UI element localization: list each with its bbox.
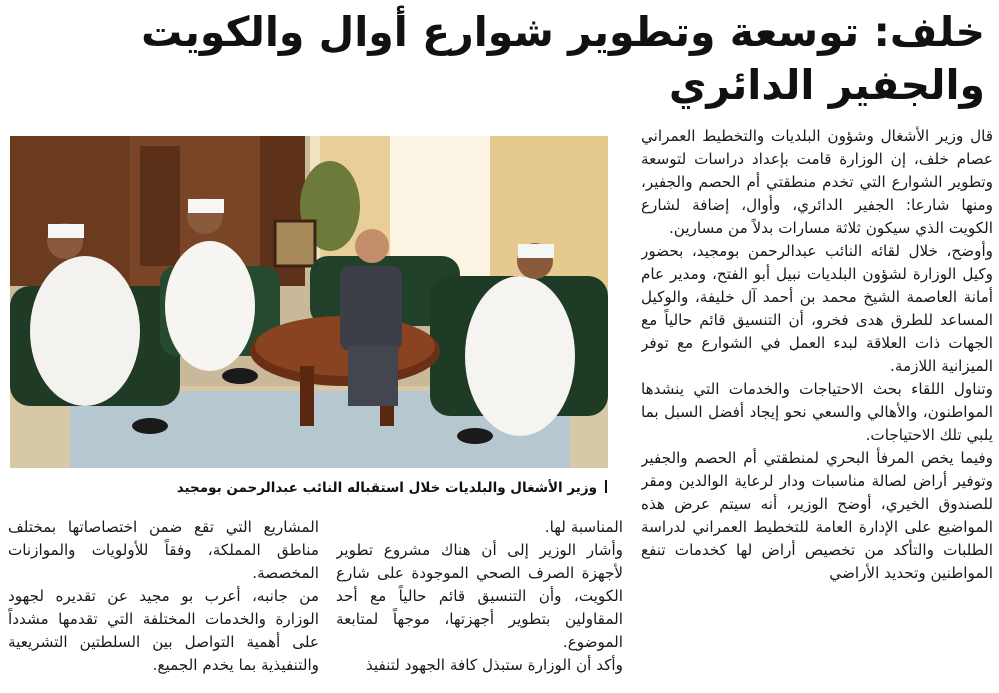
article-headline: خلف: توسعة وتطوير شوارع أوال والكويت والجفير الدائري xyxy=(141,8,985,109)
paragraph: وأكد أن الوزارة ستبذل كافة الجهود لتنفيذ xyxy=(365,656,623,674)
paragraph: وأوضح، خلال لقائه النائب عبدالرحمن بومجيد، بحضور وكيل الوزارة لشؤون البلديات نبيل أبو الفتح، ومدير عام أمانة العاصمة الشيخ محمد بن أحمد آل خليفة، والوكيل المساعد للطرق هدى فخرو، أن التنسيق قائم حالياً مع الجهات ذات العلاقة لبدء العمل في الشوارع مع توفر الميزانية اللازمة. xyxy=(641,242,993,375)
caption-text: وزير الأشغال والبلديات خلال استقباله النائب عبدالرحمن بومجيد xyxy=(176,480,597,496)
paragraph: وأشار الوزير إلى أن هناك مشروع تطوير لأجهزة الصرف الصحي الموجودة على شارع الكويت، وأن التنسيق قائم حالياً مع أحد المقاولين بتطوير أجهزتها، موجهاً لمتابعة الموضوع. xyxy=(336,541,623,651)
article-body-right-column xyxy=(641,125,993,693)
paragraph: قال وزير الأشغال وشؤون البلديات والتخطيط العمراني عصام خلف، إن الوزارة قامت بإعداد دراسات لتوسعة وتطوير الشوارع التي تخدم منطقتي أم الحصم والجفير، ومنها شارعا: الجفير الدائري، وأوال، إضافة لشارع الكويت الذي سيكون ثلاثة مسارات بدلاً من مسارين. xyxy=(641,127,993,237)
article-body-middle-column xyxy=(336,516,623,693)
article-photo xyxy=(10,136,608,468)
paragraph: من جانبه، أعرب بو مجيد عن تقديره لجهود الوزارة والخدمات المختلفة التي تقدمها مشدداً على أهمية التواصل بين السلطتين التشريعية والتنفيذية بما يخدم الجميع. xyxy=(8,587,319,674)
paragraph: وفيما يخص المرفأ البحري لمنطقتي أم الحصم والجفير وتوفير أراض لصالة مناسبات ودار لرعاية الوالدين ومقر للصندوق الخيري، أوضح الوزير، أنه سيتم عرض هذه المواضيع على الإدارة العامة للتخطيط العمراني لدراسة الطلبات والتأكد من تخصيص أراض لها كخدمات تنفع المواطنين وتحديد الأراضي xyxy=(641,449,993,582)
photo-caption xyxy=(7,478,607,498)
paragraph: المناسبة لها. xyxy=(544,518,623,536)
article-body-left-column xyxy=(8,516,319,693)
paragraph: المشاريع التي تقع ضمن اختصاصاتها بمختلف مناطق المملكة، وفقاً للأولويات والموازنات المخصصة. xyxy=(8,518,319,582)
meeting-photo-illustration xyxy=(10,136,608,468)
paragraph: وتناول اللقاء بحث الاحتياجات والخدمات التي ينشدها المواطنون، والأهالي والسعي نحو إيجاد أفضل السبل بما يلبي تلك الاحتياجات. xyxy=(641,380,993,444)
caption-divider xyxy=(605,480,607,493)
